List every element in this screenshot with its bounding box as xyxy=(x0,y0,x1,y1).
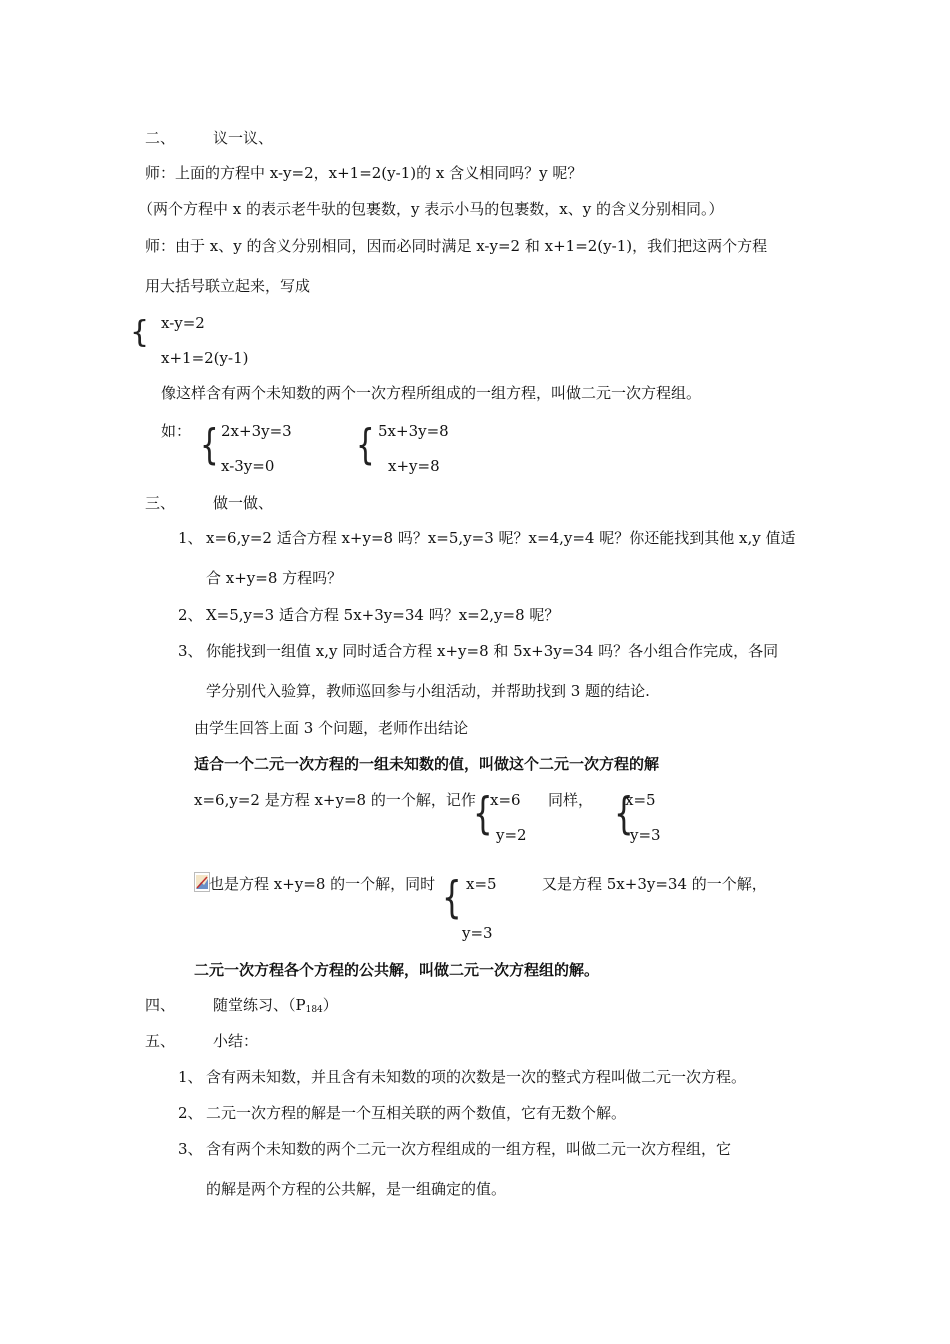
system1-eq2: x+1=2(y-1) xyxy=(161,349,249,367)
section-4-number: 四、 xyxy=(145,996,176,1014)
brace-icon: { xyxy=(614,788,634,839)
section-3-title: 做一做、 xyxy=(213,494,274,512)
question-2-text: X=5,y=3 适合方程 5x+3y=34 吗？x=2,y=8 呢？ xyxy=(206,606,560,624)
section-3-number: 三、 xyxy=(145,494,176,512)
system2-eq1: 2x+3y=3 xyxy=(221,422,292,440)
section-4-title: 随堂练习、$(P_{184})$ xyxy=(213,996,338,1015)
question-1-text-cont: 合 x+y=8 方程吗？ xyxy=(206,569,343,587)
same-label: 同样， xyxy=(548,791,594,809)
image-placeholder-icon xyxy=(194,872,210,892)
question-2-number: 2、 xyxy=(178,606,203,624)
summary-3-text-cont: 的解是两个方程的公共解，是一组确定的值。 xyxy=(206,1180,507,1198)
brace-icon: { xyxy=(130,315,150,350)
definition-solution: 适合一个二元一次方程的一组未知数的值，叫做这个二元一次方程的解 xyxy=(194,755,660,773)
brace-icon: { xyxy=(200,420,219,469)
question-1-text: x=6,y=2 适合方程 x+y=8 吗？x=5,y=3 呢？x=4,y=4 呢？你还能找到其他 x,y 值适 xyxy=(206,529,796,547)
summary-2-text: 二元一次方程的解是一个互相关联的两个数值，它有无数个解。 xyxy=(206,1104,627,1122)
system3-eq2: x+y=8 xyxy=(388,457,440,475)
summary-3-text: 含有两个未知数的两个二元一次方程组成的一组方程，叫做二元一次方程组，它 xyxy=(206,1140,732,1158)
definition-system-solution: 二元一次方程各个方程的公共解，叫做二元一次方程组的解。 xyxy=(194,961,600,979)
brace-icon: { xyxy=(356,420,375,469)
paragraph-teacher-statement-cont: 用大括号联立起来，写成 xyxy=(145,277,311,295)
summary-3-number: 3、 xyxy=(178,1140,203,1158)
paragraph-explanation: （两个方程中 x 的表示老牛驮的包裹数，y 表示小马的包裹数，x、y 的含义分别相同。） xyxy=(138,200,724,218)
definition-system: 像这样含有两个未知数的两个一次方程所组成的一组方程，叫做二元一次方程组。 xyxy=(161,384,702,402)
summary-1-number: 1、 xyxy=(178,1068,203,1086)
brace-icon: { xyxy=(473,788,493,839)
summary-2-number: 2、 xyxy=(178,1104,203,1122)
system4-eq1: x=6 xyxy=(490,791,521,809)
paragraph-teacher-question: 师：上面的方程中 x-y=2，x+1=2(y-1)的 x 含义相同吗？y 呢？ xyxy=(145,164,583,182)
also-solution-statement-2: 又是方程 5x+3y=34 的一个解， xyxy=(542,875,767,893)
question-3-number: 3、 xyxy=(178,642,203,660)
question-1-number: 1、 xyxy=(178,529,203,547)
also-solution-statement: 也是方程 x+y=8 的一个解，同时 xyxy=(209,875,436,893)
section-2-title: 议一议、 xyxy=(213,129,274,147)
solution-statement: x=6,y=2 是方程 x+y=8 的一个解，记作 xyxy=(194,791,476,809)
question-3-text-cont: 学分别代入验算，教师巡回参与小组活动，并帮助找到 3 题的结论. xyxy=(206,682,650,700)
paragraph-conclusion-intro: 由学生回答上面 3 个问题，老师作出结论 xyxy=(194,719,469,737)
example-label: 如： xyxy=(161,422,192,440)
system6-eq2: y=3 xyxy=(462,924,493,942)
section-2-number: 二、 xyxy=(145,129,176,147)
section-5-number: 五、 xyxy=(145,1032,176,1050)
system5-eq2: y=3 xyxy=(630,826,661,844)
paragraph-teacher-statement: 师：由于 x、y 的含义分别相同，因而必同时满足 x-y=2 和 x+1=2(y-1)，我们把这两个方程 xyxy=(145,237,768,255)
system1-eq1: x-y=2 xyxy=(161,314,205,332)
brace-icon: { xyxy=(442,872,462,923)
summary-1-text: 含有两未知数，并且含有未知数的项的次数是一次的整式方程叫做二元一次方程。 xyxy=(206,1068,747,1086)
system4-eq2: y=2 xyxy=(496,826,527,844)
system6-eq1: x=5 xyxy=(466,875,497,893)
system3-eq1: 5x+3y=8 xyxy=(378,422,449,440)
section-5-title: 小结： xyxy=(213,1032,259,1050)
question-3-text: 你能找到一组值 x,y 同时适合方程 x+y=8 和 5x+3y=34 吗？各小组合作完成，各同 xyxy=(206,642,779,660)
system2-eq2: x-3y=0 xyxy=(221,457,275,475)
system5-eq1: x=5 xyxy=(625,791,656,809)
